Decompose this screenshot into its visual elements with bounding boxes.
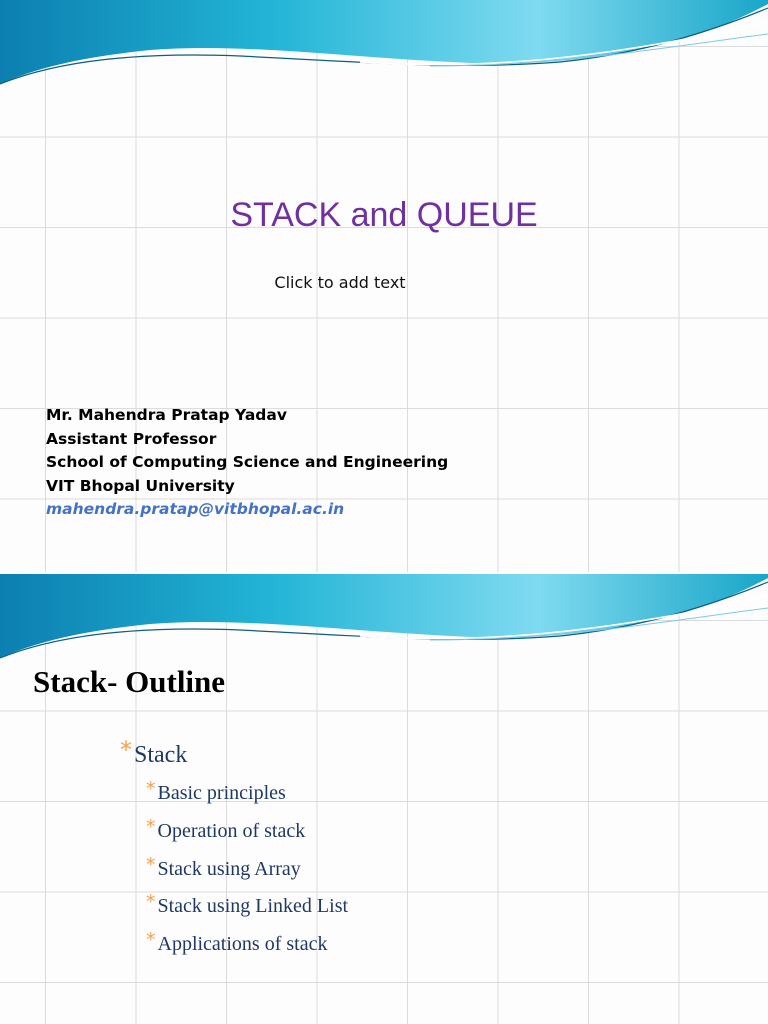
presentation-title: STACK and QUEUE <box>230 196 538 234</box>
author-email-link[interactable]: mahendra.pratap@vitbhopal.ac.in <box>46 500 345 518</box>
asterisk-bullet-icon: * <box>146 815 156 838</box>
author-school: School of Computing Science and Engineering <box>46 453 449 471</box>
asterisk-bullet-icon: * <box>146 853 156 876</box>
outline-topic <box>120 732 348 962</box>
list-item <box>146 849 348 887</box>
subtopic-list <box>146 773 348 962</box>
header-wave-graphic <box>0 0 768 110</box>
list-item <box>146 924 348 962</box>
slide-2[interactable] <box>0 574 768 1024</box>
asterisk-bullet-icon: * <box>146 929 156 952</box>
subtitle-placeholder[interactable]: Click to add text <box>274 273 406 292</box>
subtopic-label: Stack using Array <box>157 857 301 880</box>
asterisk-bullet-icon: * <box>146 778 156 800</box>
author-university: VIT Bhopal University <box>46 476 235 495</box>
author-block <box>46 404 448 522</box>
outline-list <box>120 732 348 962</box>
asterisk-bullet-icon: * <box>146 891 156 914</box>
author-name: Mr. Mahendra Pratap Yadav <box>46 406 287 424</box>
topic-label: Stack <box>134 742 188 768</box>
list-item <box>146 773 348 811</box>
list-item <box>146 811 348 849</box>
subtopic-label: Stack using Linked List <box>157 895 349 918</box>
asterisk-bullet-icon: * <box>120 736 132 764</box>
slide-title: Stack- Outline <box>33 664 226 699</box>
subtopic-label: Basic principles <box>157 782 286 804</box>
author-designation: Assistant Professor <box>46 429 217 448</box>
subtopic-label: Operation of stack <box>157 819 306 842</box>
subtopic-label: Applications of stack <box>157 933 328 956</box>
list-item <box>146 886 348 924</box>
